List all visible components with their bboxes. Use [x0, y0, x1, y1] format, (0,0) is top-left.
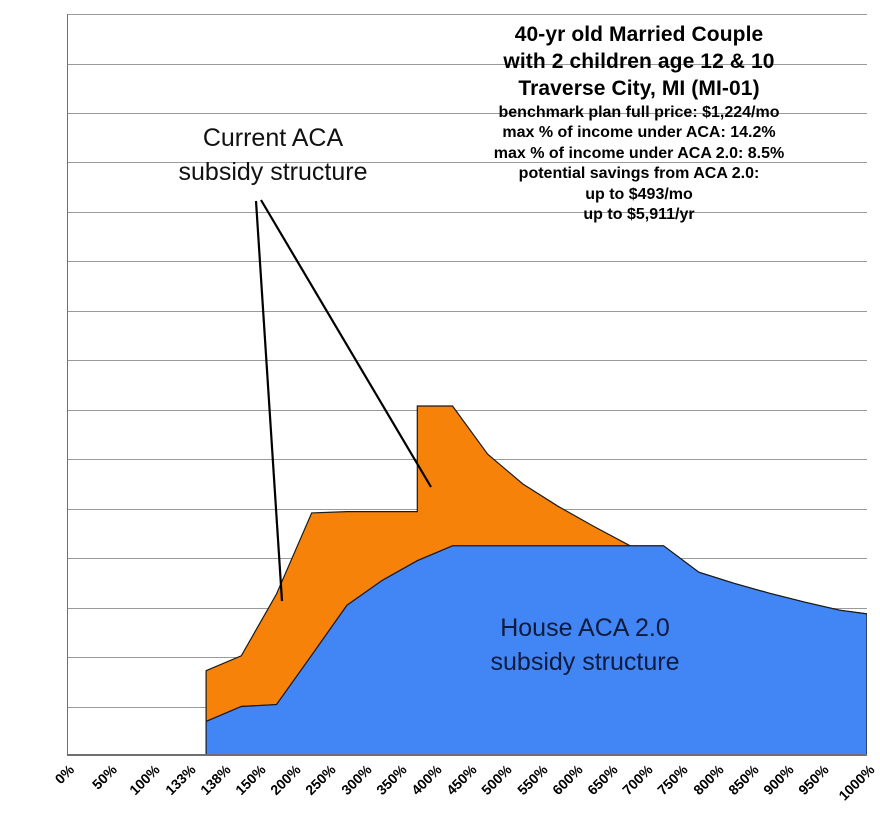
x-tick: 450% [443, 761, 480, 799]
x-tick: 500% [478, 761, 516, 799]
x-axis-line [67, 754, 867, 756]
x-tick: 200% [267, 761, 304, 799]
current-aca-annotation-line1: Current ACA [202, 124, 344, 152]
x-tick: 400% [408, 761, 445, 799]
info-annotation-block [444, 22, 834, 225]
x-tick: 133% [161, 761, 199, 799]
x-tick: 138% [196, 761, 234, 799]
x-tick: 650% [584, 761, 621, 799]
x-tick: 900% [760, 761, 797, 799]
x-tick: 350% [372, 761, 410, 799]
info-line-6: max % of income under ACA 2.0: 8.5% [493, 144, 785, 162]
current-aca-annotation [138, 122, 408, 190]
x-tick: 600% [548, 761, 586, 799]
info-line-1: 40-yr old Married Couple [514, 23, 764, 46]
x-tick: 300% [337, 761, 375, 799]
info-line-2: with 2 children age 12 & 10 [503, 49, 775, 73]
x-tick: 0% [51, 761, 78, 788]
x-tick: 850% [724, 761, 762, 799]
x-tick: 950% [795, 761, 832, 799]
x-tick: 550% [513, 761, 551, 799]
x-tick: 1000% [835, 761, 878, 804]
x-tick: 750% [654, 761, 692, 799]
house-aca-annotation [455, 612, 715, 680]
x-tick: 50% [88, 761, 121, 793]
info-line-3: Traverse City, MI (MI-01) [518, 76, 760, 100]
current-aca-annotation-line2: subsidy structure [178, 157, 368, 186]
info-line-8: up to $493/mo [585, 185, 693, 203]
house-aca-annotation-line1: House ACA 2.0 [500, 614, 670, 642]
x-tick: 100% [126, 761, 164, 799]
x-tick: 250% [302, 761, 340, 799]
x-tick: 150% [232, 761, 269, 799]
house-aca-annotation-line2: subsidy structure [490, 647, 680, 676]
x-tick: 700% [619, 761, 656, 799]
info-line-5: max % of income under ACA: 14.2% [502, 124, 776, 142]
x-tick: 800% [689, 761, 727, 799]
info-line-7: potential savings from ACA 2.0: [518, 165, 760, 183]
info-line-4: benchmark plan full price: $1,224/mo [498, 103, 780, 121]
info-line-9: up to $5,911/yr [583, 205, 695, 223]
x-axis-tick-labels [51, 760, 878, 818]
